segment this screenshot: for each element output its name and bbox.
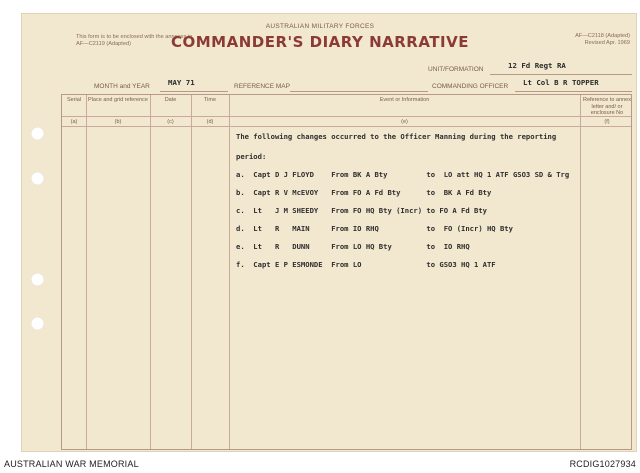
narrative-entry: c. Lt J M SHEEDY From FO HQ Bty (Incr) to FO A Fd Bty xyxy=(236,206,487,215)
unit-formation-label: UNIT/FORMATION xyxy=(428,66,484,73)
form-title: COMMANDER'S DIARY NARRATIVE xyxy=(171,33,469,51)
column-divider xyxy=(150,95,151,449)
commanding-officer-label: COMMANDING OFFICER xyxy=(432,83,509,90)
narrative-entry: a. Capt D J FLOYD From BK A Bty to LO att HQ 1 ATF GSO3 SD & Trg xyxy=(236,170,570,179)
column-key-date: (c) xyxy=(167,119,174,125)
punch-hole xyxy=(31,172,44,185)
column-divider xyxy=(86,95,87,449)
column-divider xyxy=(229,95,230,449)
month-underline xyxy=(160,91,228,92)
narrative-intro-line: The following changes occurred to the Officer Manning during the reporting xyxy=(236,132,557,141)
form-revision: Revised Apr. 1969 xyxy=(584,40,630,46)
key-divider xyxy=(62,126,631,127)
column-header-event: Event or Information xyxy=(379,97,430,103)
archive-credit: AUSTRALIAN WAR MEMORIAL xyxy=(4,459,139,469)
punch-hole xyxy=(31,273,44,286)
narrative-entry: f. Capt E P ESMONDE From LO to GSO3 HQ 1 ATF xyxy=(236,260,496,269)
reference-map-label: REFERENCE MAP xyxy=(234,83,290,90)
narrative-table xyxy=(61,94,632,450)
punch-hole xyxy=(31,317,44,330)
header-divider xyxy=(62,116,631,117)
column-divider xyxy=(191,95,192,449)
co-underline xyxy=(515,91,632,92)
column-key-serial: (a) xyxy=(70,119,78,125)
archive-record-id: RCDIG1027934 xyxy=(569,459,636,469)
unit-underline xyxy=(490,74,632,75)
column-header-time: Time xyxy=(203,97,217,103)
enclosure-note: This form is to be enclosed with the annexes in AF—C2119 (Adapted) xyxy=(76,34,193,47)
column-header-place: Place and grid reference xyxy=(88,97,148,103)
column-key-event: (e) xyxy=(401,119,408,125)
punch-hole xyxy=(31,127,44,140)
map-underline xyxy=(290,91,428,92)
month-year-value: MAY 71 xyxy=(168,78,195,87)
unit-formation-value: 12 Fd Regt RA xyxy=(508,61,566,70)
column-header-serial: Serial xyxy=(66,97,82,103)
column-header-reference: Reference to annex letter and/ or enclosure No xyxy=(582,97,631,116)
forces-heading: AUSTRALIAN MILITARY FORCES xyxy=(265,23,375,30)
column-key-place: (b) xyxy=(114,119,122,125)
month-year-label: MONTH and YEAR xyxy=(94,83,150,90)
column-key-reference: (f) xyxy=(604,119,610,125)
narrative-intro-line: period: xyxy=(236,152,267,161)
form-code: AF—C2118 (Adapted) xyxy=(575,33,630,39)
narrative-entry: d. Lt R MAIN From IO RHQ to FO (Incr) HQ Bty xyxy=(236,224,513,233)
narrative-entry: e. Lt R DUNN From LO HQ Bty to IO RHQ xyxy=(236,242,470,251)
narrative-entry: b. Capt R V McEVOY From FO A Fd Bty to BK A Fd Bty xyxy=(236,188,492,197)
column-divider xyxy=(580,95,581,449)
commanding-officer-value: Lt Col B R TOPPER xyxy=(523,78,599,87)
column-header-date: Date xyxy=(164,97,177,103)
column-key-time: (d) xyxy=(206,119,214,125)
